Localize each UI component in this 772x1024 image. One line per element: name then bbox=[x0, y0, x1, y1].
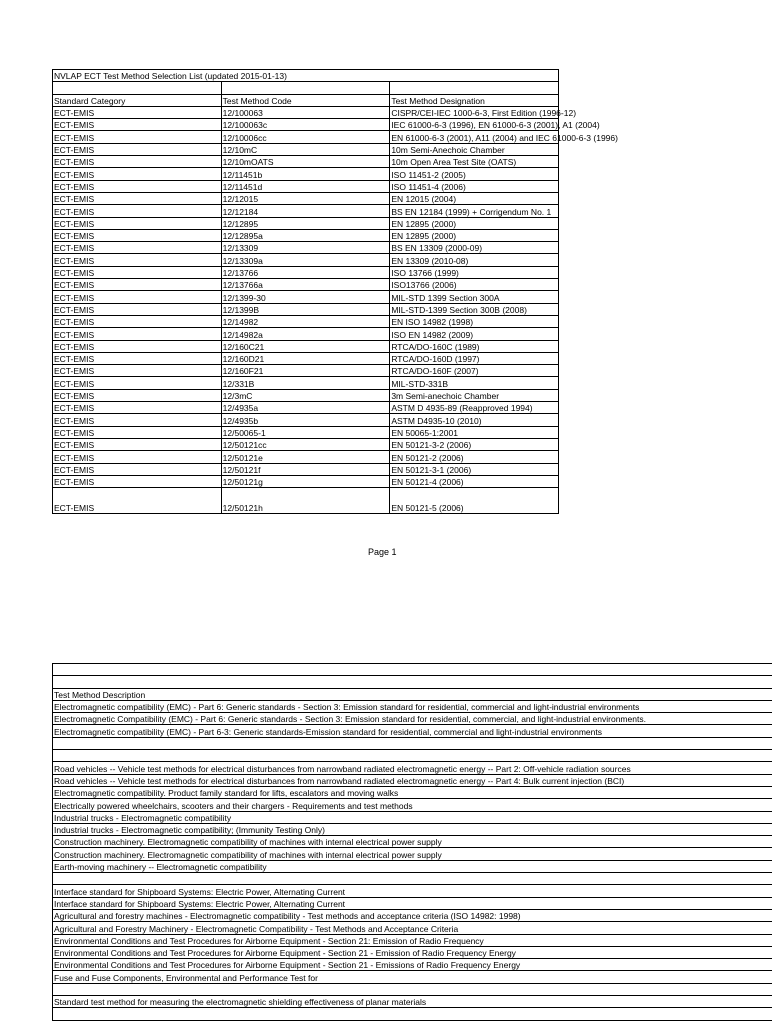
description-cell: Earth-moving machinery -- Electromagnetic compatibility bbox=[53, 860, 772, 872]
category-cell: ECT-EMIS bbox=[53, 156, 222, 168]
category-cell: ECT-EMIS bbox=[53, 402, 222, 414]
category-cell: ECT-EMIS bbox=[53, 192, 222, 204]
method-code-cell: 12/4935b bbox=[221, 414, 390, 426]
designation-cell: ISO EN 14982 (2009) bbox=[390, 328, 559, 340]
category-cell: ECT-EMIS bbox=[53, 365, 222, 377]
table-row bbox=[53, 438, 559, 450]
category-cell: ECT-EMIS bbox=[53, 205, 222, 217]
method-code-cell: 12/12895a bbox=[221, 229, 390, 241]
table-row bbox=[53, 426, 559, 438]
table-row bbox=[53, 340, 559, 352]
header-row bbox=[53, 688, 772, 700]
table-row bbox=[53, 229, 559, 241]
table-row bbox=[53, 143, 559, 155]
method-code-cell: 12/50065-1 bbox=[221, 426, 390, 438]
method-code-cell: 12/12895 bbox=[221, 217, 390, 229]
method-code-cell: 12/14982a bbox=[221, 328, 390, 340]
method-code-cell: 12/10mOATS bbox=[221, 156, 390, 168]
method-code-cell: 12/10mC bbox=[221, 143, 390, 155]
blank-cell bbox=[221, 82, 390, 94]
method-code-cell: 12/160F21 bbox=[221, 365, 390, 377]
designation-cell: MIL-STD 1399 Section 300A bbox=[390, 291, 559, 303]
blank-row bbox=[53, 82, 559, 94]
designation-cell: ASTM D4935-10 (2010) bbox=[390, 414, 559, 426]
designation-cell: ISO 11451-4 (2006) bbox=[390, 180, 559, 192]
designation-cell: EN 12895 (2000) bbox=[390, 217, 559, 229]
header-row bbox=[53, 94, 559, 106]
designation-cell: EN 50065-1:2001 bbox=[390, 426, 559, 438]
description-header: Test Method Description bbox=[53, 688, 772, 700]
description-cell: Electromagnetic Compatibility (EMC) - Part 6: Generic standards - Section 3: Emission standard for residential, commercial, and light-industrial environments. bbox=[53, 713, 772, 725]
column-header: Test Method Designation bbox=[390, 94, 559, 106]
category-cell: ECT-EMIS bbox=[53, 488, 222, 514]
designation-cell: ISO 13766 (1999) bbox=[390, 266, 559, 278]
designation-cell: EN 50121-3-1 (2006) bbox=[390, 463, 559, 475]
method-code-cell: 12/160C21 bbox=[221, 340, 390, 352]
description-cell bbox=[53, 873, 772, 885]
description-cell: Construction machinery. Electromagnetic compatibility of machines with internal electrical power supply bbox=[53, 836, 772, 848]
description-cell: Environmental Conditions and Test Procedures for Airborne Equipment - Section 21 - Emissions of Radio Frequency Energy bbox=[53, 959, 772, 971]
table-row bbox=[53, 475, 559, 487]
method-code-cell: 12/12015 bbox=[221, 192, 390, 204]
table-row bbox=[53, 106, 559, 118]
table-row bbox=[53, 860, 772, 872]
description-cell bbox=[53, 737, 772, 749]
category-cell: ECT-EMIS bbox=[53, 119, 222, 131]
table-row bbox=[53, 811, 772, 823]
method-code-cell: 12/50121f bbox=[221, 463, 390, 475]
category-cell: ECT-EMIS bbox=[53, 217, 222, 229]
designation-cell: MIL-STD-331B bbox=[390, 377, 559, 389]
table-row bbox=[53, 328, 559, 340]
designation-cell: BS EN 13309 (2000-09) bbox=[390, 242, 559, 254]
designation-cell: EN 50121-3-2 (2006) bbox=[390, 438, 559, 450]
method-code-cell: 12/50121e bbox=[221, 451, 390, 463]
table-row bbox=[53, 291, 559, 303]
description-cell: Industrial trucks - Electromagnetic compatibility bbox=[53, 811, 772, 823]
table-row bbox=[53, 389, 559, 401]
table-row bbox=[53, 463, 559, 475]
table-row bbox=[53, 786, 772, 798]
table-row bbox=[53, 131, 559, 143]
table-row bbox=[53, 737, 772, 749]
method-code-cell: 12/11451b bbox=[221, 168, 390, 180]
table-row bbox=[53, 279, 559, 291]
description-cell bbox=[53, 1008, 772, 1020]
designation-cell: EN 13309 (2010-08) bbox=[390, 254, 559, 266]
designation-cell: 10m Open Area Test Site (OATS) bbox=[390, 156, 559, 168]
category-cell: ECT-EMIS bbox=[53, 352, 222, 364]
table-row bbox=[53, 156, 559, 168]
table-row bbox=[53, 303, 559, 315]
table-row bbox=[53, 664, 772, 676]
method-code-cell: 12/13309 bbox=[221, 242, 390, 254]
table-row bbox=[53, 750, 772, 762]
designation-cell: IEC 61000-6-3 (1996), EN 61000-6-3 (2001), A1 (2004) bbox=[391, 120, 600, 131]
blank-cell bbox=[53, 82, 222, 94]
description-cell: Road vehicles -- Vehicle test methods for electrical disturbances from narrowband radiated electromagnetic energy -- Part 4: Bulk current injection (BCI) bbox=[53, 774, 772, 786]
table-row bbox=[53, 799, 772, 811]
table-row bbox=[53, 909, 772, 921]
description-cell: Environmental Conditions and Test Procedures for Airborne Equipment - Section 21: Emission of Radio Frequency bbox=[53, 934, 772, 946]
category-cell: ECT-EMIS bbox=[53, 463, 222, 475]
table-row bbox=[53, 242, 559, 254]
table-row bbox=[53, 848, 772, 860]
table-row bbox=[53, 934, 772, 946]
designation-cell: BS EN 12184 (1999) + Corrigendum No. 1 bbox=[390, 205, 559, 217]
table-row bbox=[53, 676, 772, 688]
category-cell: ECT-EMIS bbox=[53, 315, 222, 327]
method-code-cell: 12/1399B bbox=[221, 303, 390, 315]
category-cell: ECT-EMIS bbox=[53, 475, 222, 487]
category-cell: ECT-EMIS bbox=[53, 168, 222, 180]
method-code-cell: 12/13766 bbox=[221, 266, 390, 278]
category-cell: ECT-EMIS bbox=[53, 143, 222, 155]
table-title: NVLAP ECT Test Method Selection List (updated 2015-01-13) bbox=[53, 70, 559, 82]
table-row bbox=[53, 402, 559, 414]
table-row bbox=[53, 254, 559, 266]
method-code-cell: 12/331B bbox=[221, 377, 390, 389]
table-row bbox=[53, 959, 772, 971]
description-cell: Electromagnetic compatibility (EMC) - Part 6: Generic standards - Section 3: Emission standard for residential, commercial and light-industrial environments bbox=[53, 700, 772, 712]
blank-cell bbox=[390, 82, 559, 94]
designation-cell: ISO13766 (2006) bbox=[390, 279, 559, 291]
table-row bbox=[53, 1008, 772, 1020]
category-cell: ECT-EMIS bbox=[53, 106, 222, 118]
designation-cell: 10m Semi-Anechoic Chamber bbox=[390, 143, 559, 155]
method-code-cell: 12/4935a bbox=[221, 402, 390, 414]
table-row bbox=[53, 700, 772, 712]
description-cell: Standard test method for measuring the electromagnetic shielding effectiveness of planar materials bbox=[53, 996, 772, 1008]
table-row bbox=[53, 983, 772, 995]
table-row bbox=[53, 119, 559, 131]
description-cell: Electrically powered wheelchairs, scooters and their chargers - Requirements and test methods bbox=[53, 799, 772, 811]
category-cell: ECT-EMIS bbox=[53, 229, 222, 241]
table-row bbox=[53, 885, 772, 897]
method-code-cell: 12/13766a bbox=[221, 279, 390, 291]
method-code-cell: 12/3mC bbox=[221, 389, 390, 401]
category-cell: ECT-EMIS bbox=[53, 303, 222, 315]
method-code-cell: 12/14982 bbox=[221, 315, 390, 327]
designation-cell: MIL-STD-1399 Section 300B (2008) bbox=[390, 303, 559, 315]
table-row bbox=[53, 192, 559, 204]
table-row bbox=[53, 217, 559, 229]
designation-cell: RTCA/DO-160C (1989) bbox=[390, 340, 559, 352]
table-row bbox=[53, 180, 559, 192]
table-row bbox=[53, 725, 772, 737]
table-row bbox=[53, 762, 772, 774]
category-cell: ECT-EMIS bbox=[53, 438, 222, 450]
designation-cell: ASTM D 4935-89 (Reapproved 1994) bbox=[390, 402, 559, 414]
table-row bbox=[53, 897, 772, 909]
category-cell: ECT-EMIS bbox=[53, 426, 222, 438]
column-header: Standard Category bbox=[53, 94, 222, 106]
category-cell: ECT-EMIS bbox=[53, 291, 222, 303]
blank-cell bbox=[53, 676, 772, 688]
column-header: Test Method Code bbox=[221, 94, 390, 106]
category-cell: ECT-EMIS bbox=[53, 414, 222, 426]
description-cell bbox=[53, 750, 772, 762]
category-cell: ECT-EMIS bbox=[53, 180, 222, 192]
description-cell: Electromagnetic compatibility (EMC) - Part 6-3: Generic standards-Emission standard for residential, commercial and light-industrial environments bbox=[53, 725, 772, 737]
table-row bbox=[53, 266, 559, 278]
designation-cell: EN 50121-4 (2006) bbox=[390, 475, 559, 487]
table-row bbox=[53, 996, 772, 1008]
method-code-cell: 12/50121h bbox=[221, 488, 390, 514]
category-cell: ECT-EMIS bbox=[53, 340, 222, 352]
table-row bbox=[53, 168, 559, 180]
category-cell: ECT-EMIS bbox=[53, 377, 222, 389]
method-code-cell: 12/50121g bbox=[221, 475, 390, 487]
method-code-cell: 12/100063c bbox=[221, 119, 390, 131]
method-code-cell: 12/50121cc bbox=[221, 438, 390, 450]
table-row bbox=[53, 205, 559, 217]
table-row bbox=[53, 713, 772, 725]
table-row bbox=[53, 971, 772, 983]
category-cell: ECT-EMIS bbox=[53, 328, 222, 340]
designation-cell: EN ISO 14982 (1998) bbox=[390, 315, 559, 327]
table-title-row bbox=[53, 70, 559, 82]
table-row bbox=[53, 315, 559, 327]
table-row bbox=[53, 836, 772, 848]
method-code-cell: 12/1399-30 bbox=[221, 291, 390, 303]
category-cell: ECT-EMIS bbox=[53, 242, 222, 254]
description-cell bbox=[53, 983, 772, 995]
description-cell: Industrial trucks - Electromagnetic compatibility; (Immunity Testing Only) bbox=[53, 823, 772, 835]
description-cell: Agricultural and Forestry Machinery - Electromagnetic Compatibility - Test Methods and Acceptance Criteria bbox=[53, 922, 772, 934]
method-code-cell: 12/10006cc bbox=[221, 131, 390, 143]
description-cell: Construction machinery. Electromagnetic compatibility of machines with internal electrical power supply bbox=[53, 848, 772, 860]
category-cell: ECT-EMIS bbox=[53, 279, 222, 291]
designation-cell: EN 50121-5 (2006) bbox=[390, 488, 559, 514]
method-code-cell: 12/13309a bbox=[221, 254, 390, 266]
category-cell: ECT-EMIS bbox=[53, 389, 222, 401]
category-cell: ECT-EMIS bbox=[53, 451, 222, 463]
table-row bbox=[53, 873, 772, 885]
description-cell: Electromagnetic compatibility. Product family standard for lifts, escalators and moving walks bbox=[53, 786, 772, 798]
table-row bbox=[53, 922, 772, 934]
method-code-cell: 12/11451d bbox=[221, 180, 390, 192]
method-code-cell: 12/100063 bbox=[221, 106, 390, 118]
category-cell: ECT-EMIS bbox=[53, 131, 222, 143]
description-cell: Fuse and Fuse Components, Environmental and Performance Test for bbox=[53, 971, 772, 983]
designation-cell: EN 61000-6-3 (2001), A11 (2004) and IEC 61000-6-3 (1996) bbox=[391, 132, 618, 143]
description-cell: Interface standard for Shipboard Systems: Electric Power, Alternating Current bbox=[53, 885, 772, 897]
table-row bbox=[53, 774, 772, 786]
designation-cell: EN 12895 (2000) bbox=[390, 229, 559, 241]
table-row bbox=[53, 414, 559, 426]
table-row bbox=[53, 946, 772, 958]
designation-cell: EN 12015 (2004) bbox=[390, 192, 559, 204]
table-row bbox=[53, 488, 559, 514]
table-row bbox=[53, 352, 559, 364]
description-cell: Agricultural and forestry machines - Electromagnetic compatibility - Test methods and acceptance criteria (ISO 14982: 1998) bbox=[53, 909, 772, 921]
blank-cell bbox=[53, 664, 772, 676]
table-row bbox=[53, 377, 559, 389]
method-code-cell: 12/12184 bbox=[221, 205, 390, 217]
table-row bbox=[53, 365, 559, 377]
table-row bbox=[53, 823, 772, 835]
page-number: Page 1 bbox=[368, 547, 397, 557]
designation-cell: EN 50121-2 (2006) bbox=[390, 451, 559, 463]
designation-cell: ISO 11451-2 (2005) bbox=[390, 168, 559, 180]
designation-cell: 3m Semi-anechoic Chamber bbox=[390, 389, 559, 401]
table-row bbox=[53, 451, 559, 463]
description-cell: Road vehicles -- Vehicle test methods for electrical disturbances from narrowband radiated electromagnetic energy -- Part 2: Off-vehicle radiation sources bbox=[53, 762, 772, 774]
category-cell: ECT-EMIS bbox=[53, 254, 222, 266]
description-cell: Interface standard for Shipboard Systems: Electric Power, Alternating Current bbox=[53, 897, 772, 909]
test-method-table bbox=[52, 69, 618, 514]
designation-cell: RTCA/DO-160F (2007) bbox=[390, 365, 559, 377]
method-code-cell: 12/160D21 bbox=[221, 352, 390, 364]
designation-cell: RTCA/DO-160D (1997) bbox=[390, 352, 559, 364]
designation-cell: CISPR/CEI-IEC 1000-6-3, First Edition (1996-12) bbox=[391, 108, 577, 119]
test-method-description-table bbox=[52, 663, 772, 1021]
category-cell: ECT-EMIS bbox=[53, 266, 222, 278]
description-cell: Environmental Conditions and Test Procedures for Airborne Equipment - Section 21 - Emission of Radio Frequency Energy bbox=[53, 946, 772, 958]
